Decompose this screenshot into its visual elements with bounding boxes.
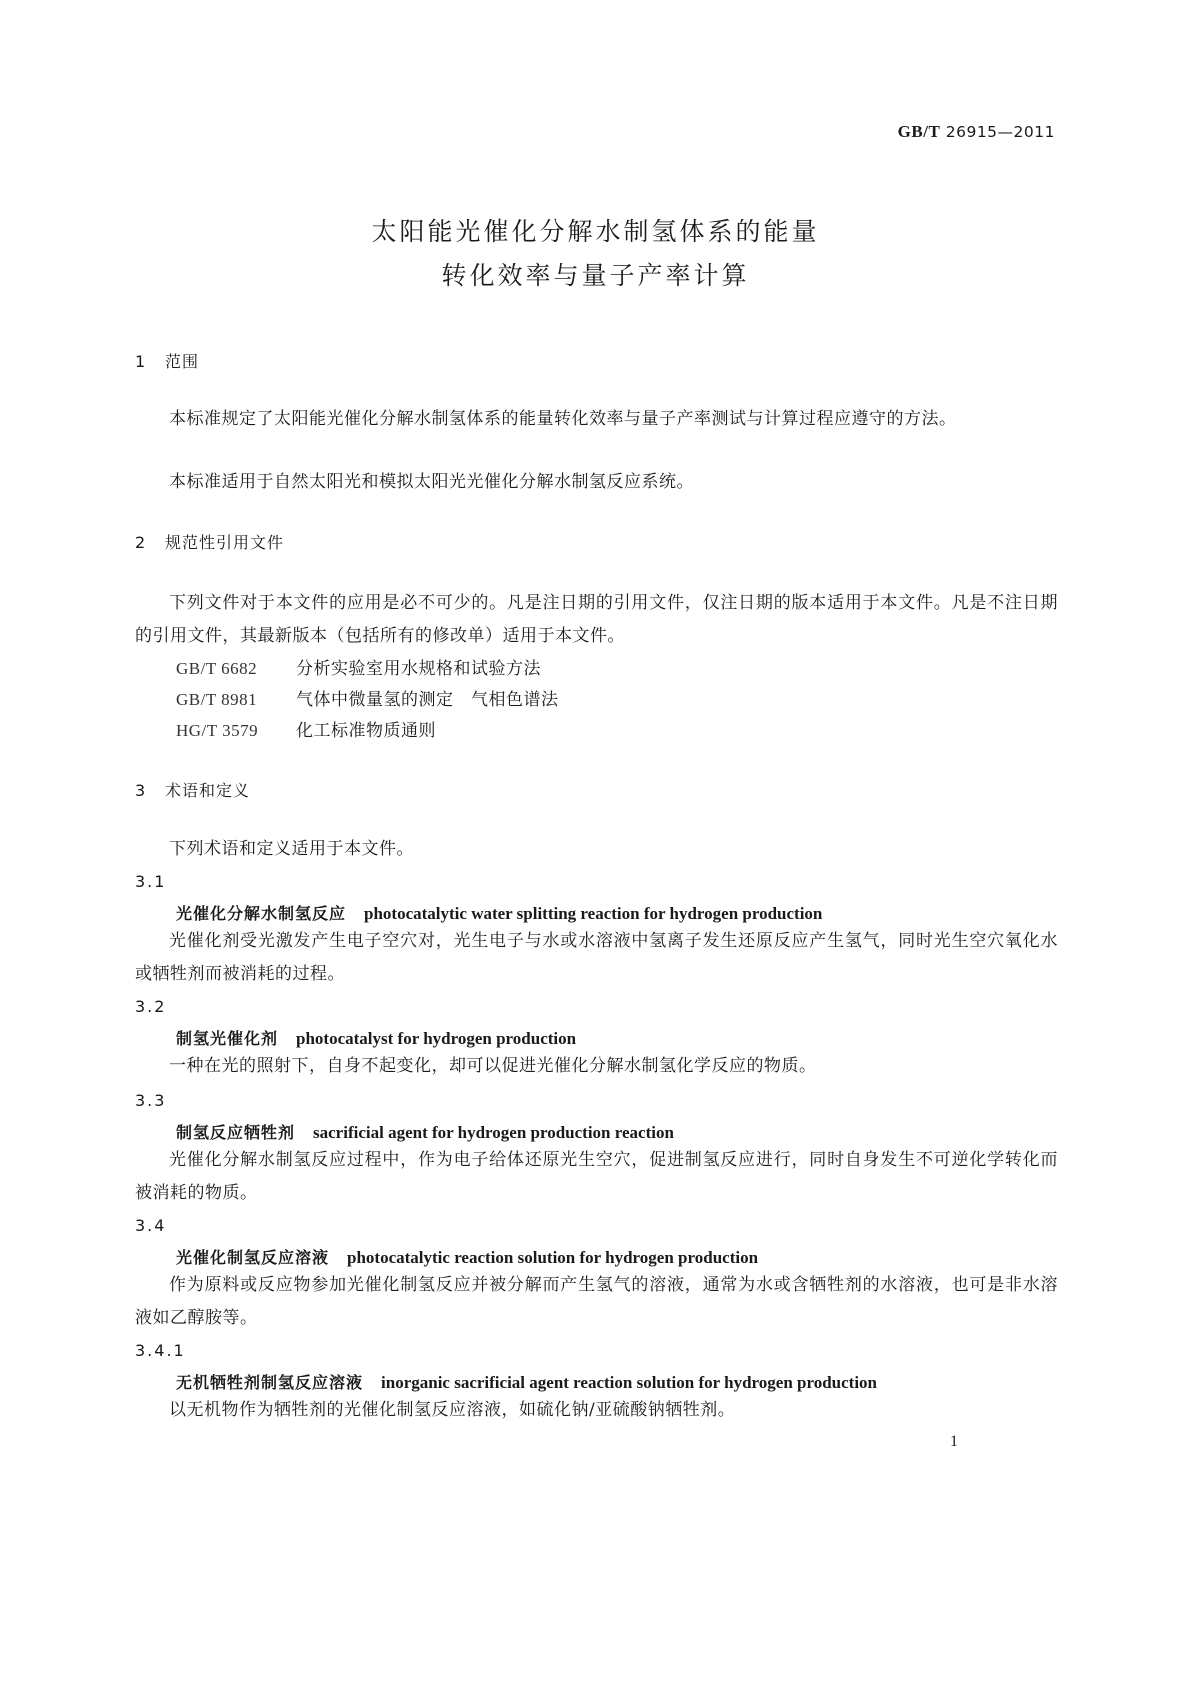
section-title: 范围 (165, 352, 200, 371)
normative-reference-item (176, 654, 541, 679)
document-title-line2: 转化效率与量子产率计算 (441, 261, 750, 290)
section-2-heading (135, 530, 284, 553)
term-number: 3.1 (135, 872, 167, 891)
section-title: 规范性引用文件 (165, 533, 285, 552)
reference-code: GB/T 8981 (176, 690, 258, 709)
term-number: 3.2 (135, 997, 167, 1016)
term-english: photocatalytic water splitting reaction for hydrogen production (364, 904, 823, 923)
section-1-paragraph-1: 本标准规定了太阳能光催化分解水制氢体系的能量转化效率与量子产率测试与计算过程应遵守的方法。 (169, 409, 957, 429)
section-number: 1 (135, 352, 147, 371)
term-english: photocatalytic reaction solution for hydrogen production (347, 1248, 759, 1267)
section-3-heading (135, 778, 250, 801)
term-heading (176, 1245, 758, 1268)
section-number: 3 (135, 781, 147, 800)
reference-title: 分析实验室用水规格和试验方法 (296, 659, 541, 679)
reference-title: 气体中微量氢的测定 气相色谱法 (296, 690, 559, 710)
term-english: inorganic sacrificial agent reaction solution for hydrogen production (381, 1373, 878, 1392)
section-title: 术语和定义 (165, 781, 251, 800)
term-heading (176, 1026, 576, 1049)
term-english: sacrificial agent for hydrogen production reaction (313, 1123, 674, 1142)
term-chinese: 制氢光催化剂 (176, 1029, 279, 1048)
term-heading (176, 901, 822, 924)
term-heading (176, 1370, 877, 1393)
term-definition: 一种在光的照射下，自身不起变化，却可以促进光催化分解水制氢化学反应的物质。 (169, 1056, 817, 1076)
term-chinese: 无机牺牲剂制氢反应溶液 (176, 1373, 364, 1392)
term-definition: 光催化分解水制氢反应过程中，作为电子给体还原光生空穴，促进制氢反应进行，同时自身发生不可逆化学转化而被消耗的物质。 (135, 1150, 1058, 1203)
normative-reference-item (176, 716, 436, 741)
term-number: 3.4.1 (135, 1341, 186, 1360)
reference-code: HG/T 3579 (176, 721, 259, 740)
standard-prefix: GB/T (897, 122, 941, 141)
term-definition: 作为原料或反应物参加光催化制氢反应并被分解而产生氢气的溶液，通常为水或含牺牲剂的水溶液，也可是非水溶液如乙醇胺等。 (135, 1275, 1058, 1328)
reference-title: 化工标准物质通则 (296, 721, 436, 741)
term-heading (176, 1120, 674, 1143)
term-number: 3.4 (135, 1216, 167, 1235)
standard-code: 26915—2011 (945, 123, 1055, 141)
term-english: photocatalyst for hydrogen production (296, 1029, 577, 1048)
term-definition: 光催化剂受光激发产生电子空穴对，光生电子与水或水溶液中氢离子发生还原反应产生氢气，同时光生空穴氧化水或牺牲剂而被消耗的过程。 (135, 931, 1058, 984)
standard-number (898, 122, 1055, 142)
reference-code: GB/T 6682 (176, 659, 258, 678)
section-2-paragraph-1: 下列文件对于本文件的应用是必不可少的。凡是注日期的引用文件，仅注日期的版本适用于本文件。凡是不注日期的引用文件，其最新版本（包括所有的修改单）适用于本文件。 (135, 593, 1058, 646)
term-chinese: 光催化制氢反应溶液 (176, 1248, 330, 1267)
term-number: 3.3 (135, 1091, 167, 1110)
section-number: 2 (135, 533, 147, 552)
term-definition: 以无机物作为牺牲剂的光催化制氢反应溶液，如硫化钠/亚硫酸钠牺牲剂。 (169, 1400, 736, 1420)
term-chinese: 制氢反应牺牲剂 (176, 1123, 296, 1142)
section-3-intro: 下列术语和定义适用于本文件。 (169, 839, 414, 859)
section-1-heading (135, 349, 199, 372)
term-chinese: 光催化分解水制氢反应 (176, 904, 347, 923)
page-number: 1 (950, 1433, 958, 1450)
document-title-line1: 太阳能光催化分解水制氢体系的能量 (371, 217, 820, 246)
normative-reference-item (176, 685, 559, 710)
section-1-paragraph-2: 本标准适用于自然太阳光和模拟太阳光光催化分解水制氢反应系统。 (169, 472, 694, 492)
